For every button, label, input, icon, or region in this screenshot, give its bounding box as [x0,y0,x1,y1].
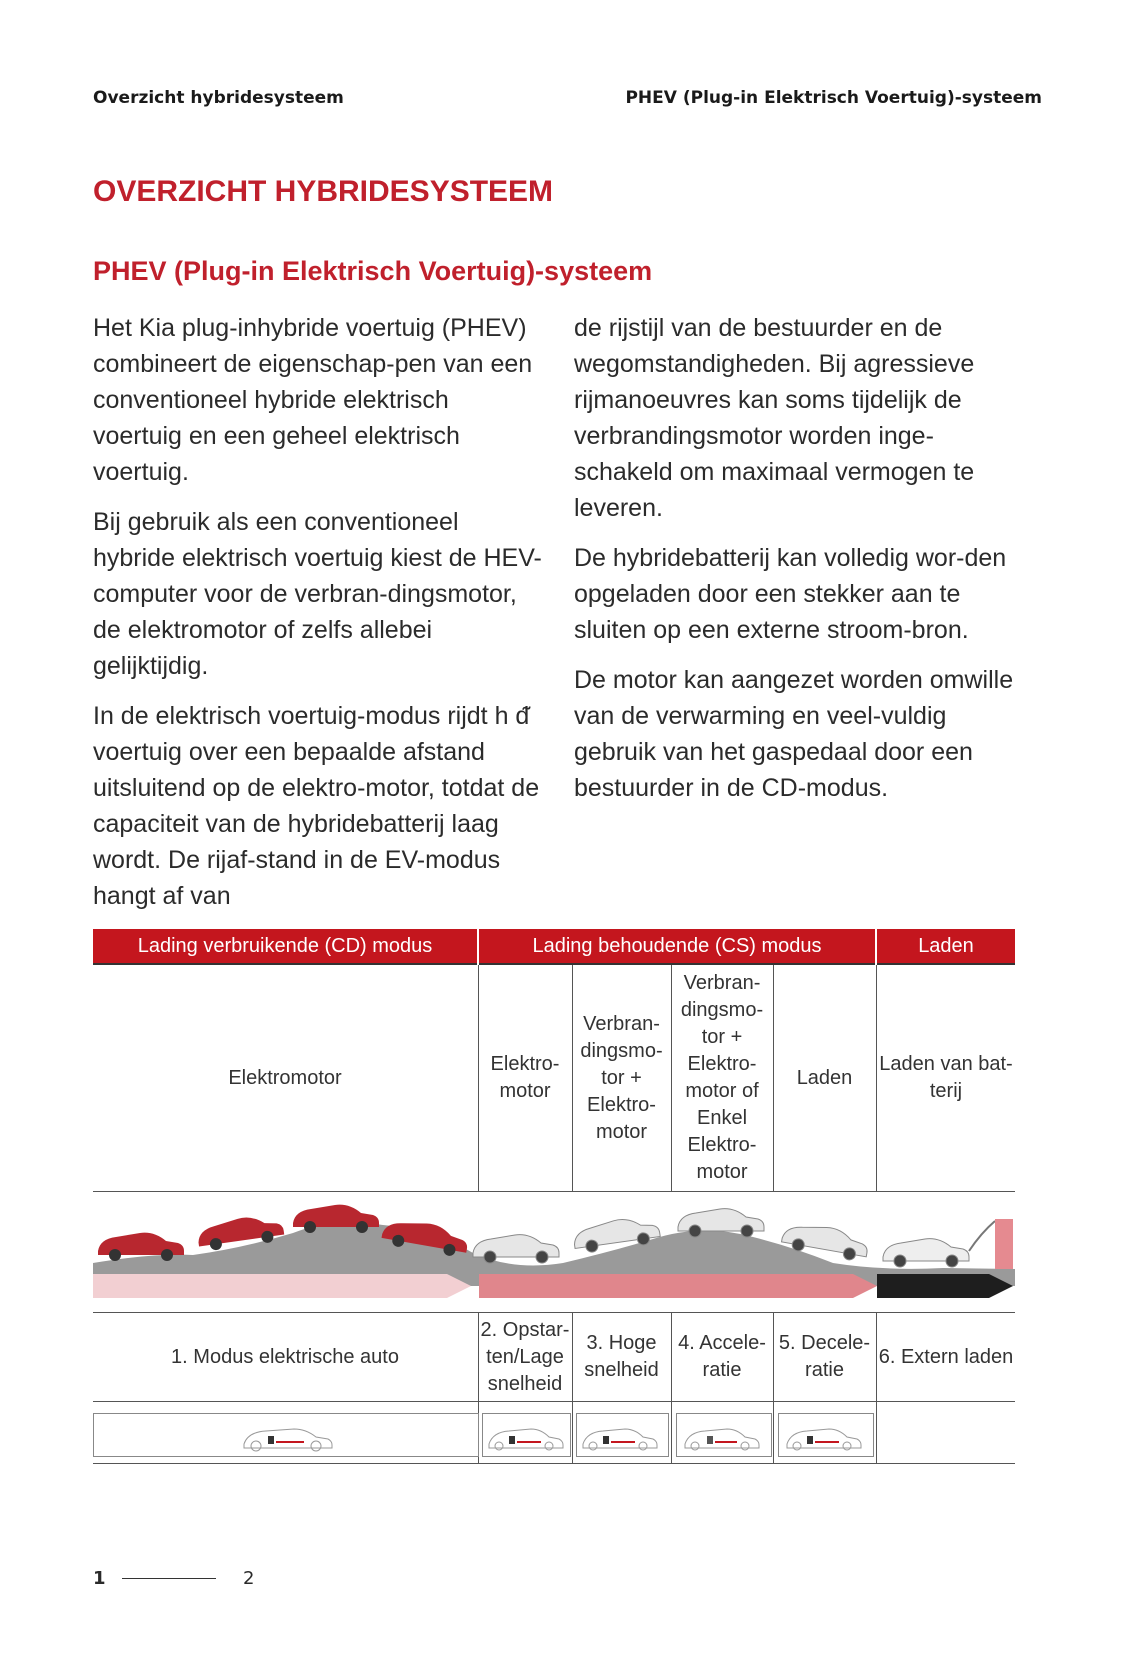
paragraph: Bij gebruik als een conventioneel hybride elektrisch voertuig kiest de HEV-computer voor de verbran-dingsmotor, de elektromotor of zelfs allebei gelijktijdig. [93,508,542,680]
charging-cable-icon [969,1221,995,1251]
divider [572,1313,573,1463]
powerflow-diagram [93,1413,479,1457]
mode-cell: 1. Modus elektrische auto [171,1345,399,1368]
powerflow-diagram [576,1413,669,1457]
divider [671,965,672,1191]
car-silver-icon [473,1235,559,1263]
powerflow-ev-icon [94,1414,478,1456]
source-cell: Verbran-dingsmo-tor + Elektro-motor [580,1012,663,1143]
divider [572,965,573,1191]
mode-cell: 6. Extern laden [878,1345,1014,1368]
page-header-right: PHEV (Plug-in Elektrisch Voertuig)-systeem [625,88,1042,108]
header-charging: Laden [877,929,1015,965]
divider [773,965,774,1191]
paragraph: De hybridebatterij kan volledig wor-den opgeladen door een stekker aan te sluiten op een externe stroom-bron. [574,544,1007,644]
mode-cell: 2. Opstar-ten/Lage snelheid [480,1318,570,1395]
mode-cell: 4. Accele-ratie [678,1332,766,1381]
section-subtitle: PHEV (Plug-in Elektrisch Voertuig)-systeem [93,256,653,286]
charging-station-icon [995,1219,1013,1269]
divider [876,1313,877,1463]
powerflow-diagram [482,1413,571,1457]
powerflow-highspeed-icon [577,1414,668,1456]
divider [93,1191,1015,1192]
paragraph: de rijstijl van de bestuurder en de wegomstandigheden. Bij agressieve rijmanoeuvres kan soms tijdelijk de verbrandingsmotor worden inge-schakeld om maximaal vermogen te leveren. [574,314,975,522]
powerflow-start-icon [483,1414,570,1456]
page-number-right: 2 [243,1568,255,1589]
divider [671,1313,672,1463]
source-cell: Elektro-motor [490,1053,560,1102]
page-title: OVERZICHT HYBRIDESYSTEEM [93,175,554,208]
divider [773,1313,774,1463]
powerflow-decel-icon [779,1414,873,1456]
page-number-left: 1 [93,1568,106,1589]
source-cell: Verbran-dingsmo-tor + Elektro-motor of Enkel Elektro-motor [680,972,764,1183]
body-column-left [93,310,543,928]
divider [876,965,877,1191]
paragraph: In de elektrisch voertuig-modus rijdt h ᵭ voertuig over een bepaalde afstand uitsluitend op de elektro-motor, totdat de capaciteit van de hybridebatterij laag wordt. De rijaf-stand in de EV-modus hangt af van [93,702,540,910]
page-separator-line [122,1578,216,1579]
powerflow-diagram [778,1413,874,1457]
arrow-cd [93,1274,471,1298]
mode-cell: 5. Decele-ratie [778,1332,871,1381]
divider [93,1463,1015,1464]
header-cs-mode: Lading behoudende (CS) modus [479,929,875,965]
arrow-charging [877,1274,1013,1298]
body-column-right [574,310,1024,820]
header-cd-mode: Lading verbruikende (CD) modus [93,929,477,965]
powerflow-diagram [676,1413,772,1457]
powerflow-accel-icon [677,1414,771,1456]
arrow-cs [479,1274,877,1298]
source-cell: Laden [796,1066,853,1089]
divider [478,965,479,1191]
paragraph: Het Kia plug-inhybride voertuig (PHEV) combineert de eigenschap-pen van een conventioneel hybride elektrisch voertuig en een geheel elektrisch voertuig. [93,314,533,486]
mode-cell: 3. Hoge snelheid [584,1332,659,1381]
car-silver-icon [883,1239,969,1267]
page-header-left: Overzicht hybridesysteem [93,88,344,108]
source-cell: Laden van bat-terij [879,1053,1013,1102]
paragraph: De motor kan aangezet worden omwille van de verwarming en veel-vuldig gebruik van het gaspedaal door een bestuurder in de CD-modus. [574,666,1014,802]
source-cell: Elektromotor [228,1066,342,1089]
mode-arrows [93,1271,1015,1301]
divider [93,1401,1015,1402]
